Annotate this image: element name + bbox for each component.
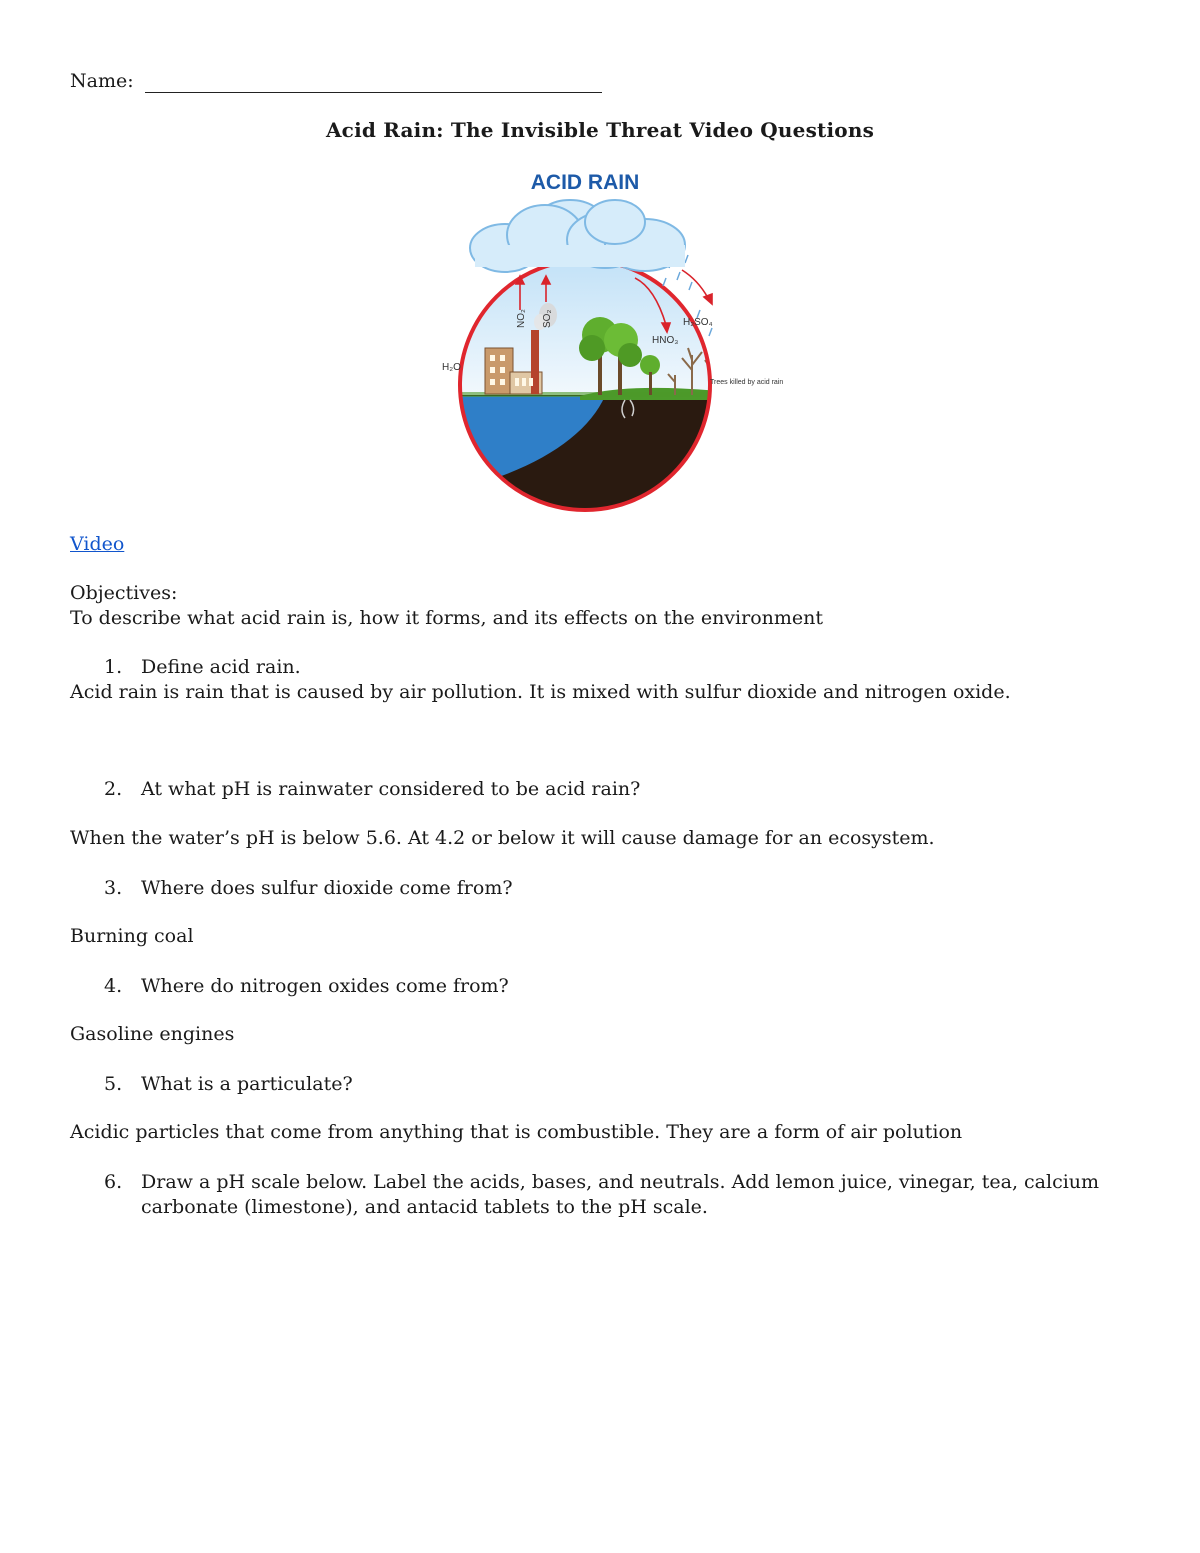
answer-4: Gasoline engines [70, 1023, 235, 1045]
question-text: Define acid rain. [141, 656, 301, 678]
question-2 [104, 778, 640, 800]
question-number: 2. [104, 778, 123, 800]
answer-3: Burning coal [70, 925, 194, 947]
acid-rain-illustration [430, 160, 784, 510]
clouds [470, 200, 685, 272]
question-number: 1. [104, 656, 123, 678]
objectives-heading: Objectives: [70, 582, 178, 604]
h2o-label: H₂O [442, 362, 461, 373]
question-text: Draw a pH scale below. Label the acids, bases, and neutrals. Add lemon juice, vinegar, tea, calcium carbonate (limestone), and antacid tablets to the pH scale. [141, 1171, 1100, 1218]
diagram-title: ACID RAIN [530, 171, 640, 194]
no2-label: NO₂ [516, 309, 527, 328]
answer-2: When the water’s pH is below 5.6. At 4.2 or below it will cause damage for an ecosystem. [70, 827, 935, 849]
diagram-scene [450, 250, 730, 525]
objectives-text: To describe what acid rain is, how it forms, and its effects on the environment [70, 607, 824, 629]
question-3 [104, 877, 513, 899]
h2so4-label: H₂SO₄ [683, 317, 713, 328]
page-title: Acid Rain: The Invisible Threat Video Questions [325, 118, 875, 142]
answer-5: Acidic particles that come from anything that is combustible. They are a form of air polution [70, 1121, 963, 1143]
question-number: 6. [104, 1171, 123, 1193]
question-text: Where do nitrogen oxides come from? [141, 975, 509, 997]
name-label: Name: [70, 70, 134, 92]
hno3-label: HNO₃ [652, 335, 679, 346]
question-1 [104, 656, 301, 678]
question-number: 4. [104, 975, 123, 997]
video-link[interactable]: Video [70, 533, 125, 555]
answer-1: Acid rain is rain that is caused by air pollution. It is mixed with sulfur dioxide and nitrogen oxide. [70, 681, 1011, 703]
name-blank-line[interactable] [145, 92, 602, 93]
question-text: At what pH is rainwater considered to be acid rain? [141, 778, 641, 800]
question-4 [104, 975, 509, 997]
trees-killed-label: Trees killed by acid rain [710, 379, 784, 386]
so2-label: SO₂ [542, 309, 553, 328]
question-5 [104, 1073, 353, 1095]
question-number: 3. [104, 877, 123, 899]
question-number: 5. [104, 1073, 123, 1095]
question-text: What is a particulate? [141, 1073, 353, 1095]
question-text: Where does sulfur dioxide come from? [141, 877, 513, 899]
